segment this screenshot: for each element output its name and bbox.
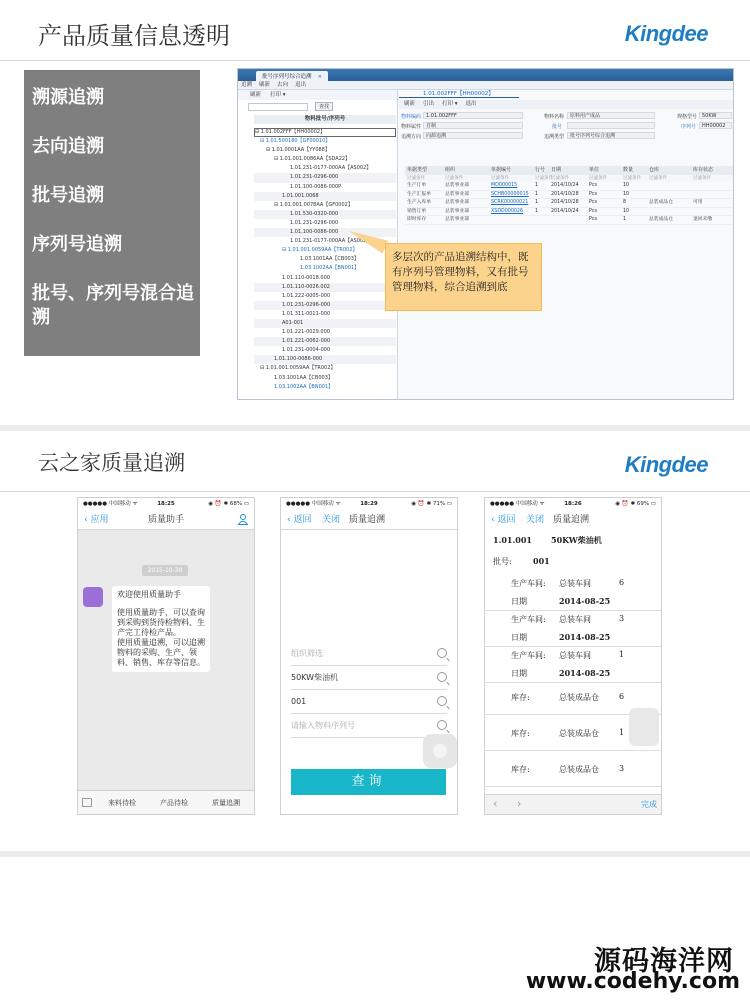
divider [485,750,662,751]
divider [485,682,662,683]
grid-filter-cell[interactable]: 过滤条件 [445,176,463,181]
tab-incoming-inspection[interactable]: 来料待检 [108,799,136,807]
chat-date: 2015-10-30 [142,565,188,576]
grid-cell: 2014/10/28 [551,200,579,205]
slide-cloud-quality-trace [0,431,750,851]
slide-title: 产品质量信息透明 [38,22,230,50]
back-button[interactable]: ‹ 返回 [287,515,312,525]
stock-wh: 总装成品仓 [559,693,599,702]
lot-value: 001 [533,556,550,566]
grid-column-header[interactable]: 数量 [623,167,634,173]
material-name-field[interactable]: 原料用产成品 [567,112,655,119]
tree-node[interactable]: 1.03.1002AA【BN001】 [300,265,360,272]
grid-filter-row[interactable] [405,175,734,182]
record-ws: 总装车间 [559,579,591,588]
welcome-text: 欢迎使用质量助手 [117,590,181,599]
back-button[interactable]: ‹ 应用 [84,515,109,525]
label: 规格型号 [677,114,698,120]
grid-column-header[interactable]: 库存状态 [693,167,714,173]
tree-node[interactable]: 1.01.110-0018.000 [282,274,330,281]
chat-area [78,530,255,792]
label: 物料属性 [401,124,422,130]
phone-trace-result [484,497,662,815]
tree-node[interactable]: 1.01.100-0086-000 [254,355,396,364]
erp-titlebar [238,69,733,81]
record-ws-label: 生产车间: [511,579,546,588]
material-name-input[interactable]: 50KW柴油机 [291,666,447,690]
close-button[interactable]: 关闭 [322,515,341,525]
spec-field[interactable]: 50KW [699,112,732,119]
battery-icon: ◉ ⏰ ✱ 69% ▭ [615,501,656,507]
attr-field[interactable]: 自制 [423,122,523,129]
header-divider [0,491,750,492]
help-text-1: 使用质量助手，可以查询到采购到货待检物料、生产完工待检产品。 [117,608,205,637]
keyboard-toolbar [485,794,662,814]
stock-label: 库存: [511,693,530,702]
search-icon[interactable] [437,648,447,658]
tree-node[interactable]: 1.01.231-0296-000 [290,219,339,226]
grid-cell: 销售订单 [407,208,427,214]
search-icon[interactable] [437,696,447,706]
grid-cell: 可用 [693,200,703,205]
tree-header: 物料批号/序列号 [254,115,396,124]
lot-label: 批号: [493,557,512,566]
grid-filter-cell[interactable]: 过滤条件 [551,176,569,181]
trace-grid [405,166,734,225]
clock: 18:26 [564,501,582,507]
tree-node[interactable]: 1.03.1001AA【CB003】 [300,256,359,263]
trace-type-item: 去向追溯 [32,136,104,157]
grid-cell[interactable]: SCHB00000015 [491,191,529,197]
record-date: 2014-08-25 [559,632,611,642]
search-icon[interactable] [437,672,447,682]
grid-cell: 10 [623,183,630,188]
slide-title: 云之家质量追溯 [38,451,185,475]
grid-cell: 生产汇报单 [407,191,431,197]
grid-cell: 总装事业部 [445,183,469,188]
grid-cell: 2014/10/24 [551,183,579,188]
carrier-text: ●●●●● 中国移动 ᯤ [83,501,138,507]
record-ws: 总装车间 [559,651,591,660]
divider [485,646,662,647]
grid-column-header[interactable]: 仓库 [649,167,660,173]
record-date-label: 日期 [511,633,527,642]
grid-filter-cell[interactable]: 过滤条件 [589,176,607,181]
grid-column-header[interactable]: 行号 [535,167,546,173]
trace-type-item: 批号追溯 [32,185,104,206]
done-button[interactable]: 完成 [641,800,657,809]
tree-node[interactable]: 1.01.231-0004-000 [282,347,331,354]
watermark-url: www.codehy.com [525,969,740,994]
tree-node[interactable]: ⊟ 1.01.001.0086AA【SDA22】 [274,156,351,163]
grid-cell: 总装事业部 [445,217,469,222]
carrier-text: ●●●●● 中国移动 ᯤ [286,501,341,507]
erp-menu [238,81,733,90]
tree-node[interactable]: 1.01.100-0086-000 [254,228,396,237]
record-date-label: 日期 [511,669,527,678]
detail-toolbar [399,100,734,109]
record-date: 2014-08-25 [559,668,611,678]
grid-cell: 2014/10/24 [551,208,579,214]
assistive-touch-icon[interactable] [629,708,659,746]
erp-left-toolbar [238,90,397,100]
assistant-avatar [83,587,103,607]
query-button[interactable]: 查询 [291,769,446,795]
grid-cell: 退回未缴 [693,217,713,222]
search-icon[interactable] [437,720,447,730]
grid-cell: 总装事业部 [445,200,469,205]
clock: 18:25 [157,501,175,507]
grid-cell: 1 [623,217,627,222]
grid-cell: 1 [535,208,539,214]
tree-node[interactable]: 1.01.231-0296-000 [254,173,396,182]
nav-title: 质量追溯 [553,515,590,525]
erp-menu-item[interactable]: 刷新 [259,82,271,88]
chat-bubble [112,586,210,672]
tree-node[interactable]: 1.01.221-0062-000 [254,337,396,346]
divider [485,610,662,611]
grid-column-header[interactable]: 组织 [445,167,456,173]
status-bar [78,498,254,510]
detail-toolbar-button[interactable]: 打印 ▾ [442,101,458,107]
record-date: 2014-08-25 [559,596,611,606]
tree-node[interactable]: 1.01.231-0296-000 [254,301,396,310]
next-arrow-icon[interactable]: › [517,797,522,810]
back-button[interactable]: ‹ 返回 [491,515,516,525]
battery-icon: ◉ ⏰ ✱ 71% ▭ [411,501,452,507]
user-icon[interactable] [238,514,248,525]
type-select[interactable]: 批号序列号综合追溯 [567,132,655,139]
nav-bar [78,510,254,530]
tree-node[interactable]: A01-001 [254,319,396,328]
trace-types-panel [24,70,200,356]
nav-title: 质量追溯 [349,515,386,525]
direction-select[interactable]: 向源追溯 [423,132,523,139]
stock-qty: 3 [619,764,625,773]
grid-header [405,166,734,175]
grid-filter-cell[interactable]: 过滤条件 [535,176,553,181]
tree-node[interactable]: ⊟ 1.01.500180【GF00010】 [260,138,331,145]
tree-node[interactable]: ⊟ 1.01.0001AA【YY088】 [266,147,330,154]
table-row[interactable] [405,191,734,200]
grid-cell: 总装事业部 [445,191,469,197]
record-qty: 6 [619,578,625,587]
stock-label: 库存: [511,729,530,738]
tree-node[interactable]: 1.01.001.0068 [254,192,396,201]
nav-bar [485,510,661,530]
erp-menu-item[interactable]: 去向 [277,82,289,88]
grid-cell: 总装成品仓 [649,200,673,205]
tree-search-button[interactable]: 查找 [315,102,333,111]
grid-cell: 即时库存 [407,217,427,222]
detail-toolbar-button[interactable]: 引出 [423,101,435,107]
assistive-touch-icon[interactable] [423,734,457,768]
stock-wh: 总装成品仓 [559,765,599,774]
trace-type-item: 序列号追溯 [32,234,122,255]
tree-node[interactable]: ⊟ 1.01.001.0059AA【TR002】 [260,365,336,372]
stock-qty: 1 [619,728,625,737]
material-code: 1.01.001 [493,535,532,545]
tree-node[interactable]: 1.01.311-0011-000 [282,310,331,317]
detail-form [399,112,734,144]
serial-field[interactable]: HH00002 [699,122,732,129]
callout-note: 多层次的产品追溯结构中，既有序列号管理物料，又有批号管理物料，综合追溯到底 [385,243,542,311]
grid-column-header[interactable]: 单据编号 [491,167,512,173]
phone-quality-trace-search [280,497,458,815]
kingdee-logo: Kingdee [624,452,708,477]
label: 物料编码 [401,114,422,120]
record-ws: 总装车间 [559,615,591,624]
tree-node[interactable]: 1.01.231-0177-000AA【AS002】 [290,238,372,245]
material-code-field[interactable]: 1.01.002FFF [423,112,523,119]
label: 追溯类型 [544,134,565,140]
tree-node[interactable]: 1.03.1002AA【BN001】 [274,383,334,390]
table-row[interactable] [405,182,734,191]
material-tree [254,128,396,392]
lot-input[interactable]: 001 [291,690,447,714]
label: 物料名称 [544,114,565,120]
grid-cell: 总装事业部 [445,208,469,214]
grid-filter-cell[interactable]: 过滤条件 [649,176,667,181]
tab-product-inspection[interactable]: 产品待检 [160,799,188,807]
grid-cell: 10 [623,191,630,197]
erp-tab[interactable]: 批号序列号综合追溯 × [256,71,328,81]
tree-node[interactable]: 1.01.110-0026.002 [254,283,396,292]
grid-column-header[interactable]: 单据类型 [407,167,428,173]
nav-title: 质量助手 [147,515,184,525]
tree-search-input[interactable] [248,103,308,111]
tree-node[interactable]: 1.01.100-0086-000P [290,183,342,190]
table-row[interactable] [405,199,734,208]
erp-menu-item[interactable]: 追溯 [241,82,253,88]
grid-cell: 总装成品仓 [649,217,673,222]
label: 序列号 [681,124,697,130]
stock-label: 库存: [511,765,530,774]
material-name: 50KW柴油机 [551,535,602,545]
tree-node[interactable]: 1.01.222-0005-000 [282,292,331,299]
prev-arrow-icon[interactable]: ‹ [493,797,498,810]
grid-column-header[interactable]: 日期 [551,167,562,173]
org-filter-input[interactable]: 组织筛选 [291,642,447,666]
lot-field[interactable] [567,122,655,129]
header-divider [0,60,750,61]
phone-quality-assistant [77,497,255,815]
clock: 18:29 [360,501,378,507]
grid-cell: 2014/10/28 [551,191,579,197]
grid-cell: Pcs [589,183,598,188]
tree-node[interactable]: 1.01.231-0177-000AA【AS002】 [290,165,372,172]
help-text-2: 使用质量追溯，可以追溯物料的采购、生产、领料、销售、库存等信息。 [117,638,205,667]
tab-bar [78,790,255,814]
record-qty: 1 [619,650,625,659]
close-icon[interactable]: × [317,74,323,80]
grid-cell: 生产入库单 [407,200,431,205]
status-bar [281,498,457,510]
erp-toolbar-button[interactable]: 刷新 [250,92,262,98]
grid-cell: Pcs [589,208,598,214]
stock-qty: 6 [619,692,625,701]
grid-filter-cell[interactable]: 过滤条件 [693,176,711,181]
tree-node[interactable]: 1.03.1001AA【CB003】 [274,374,333,381]
tree-node[interactable]: ⊟ 1.01.001.0078AA【GF0002】 [274,201,353,208]
keyboard-icon[interactable] [82,798,92,807]
grid-cell: 8 [623,200,627,205]
grid-cell: 1 [535,183,539,188]
watermark-title: 源码海洋网 [594,946,734,977]
record-qty: 3 [619,614,625,623]
slide-header [0,8,750,58]
tree-node[interactable]: 1.01.221-0029.000 [282,329,330,336]
erp-screenshot [237,68,734,400]
grid-cell: Pcs [589,200,598,205]
nav-bar [281,510,457,530]
grid-body [405,182,734,225]
kingdee-logo: Kingdee [624,21,708,46]
trace-type-item: 批号、序列号混合追溯 [32,283,194,328]
tab-quality-trace[interactable]: 质量追溯 [212,799,240,807]
detail-title: 1.01.002FFF【HH00002】 [399,90,519,98]
record-ws-label: 生产车间: [511,651,546,660]
carrier-text: ●●●●● 中国移动 ᯤ [490,501,545,507]
grid-cell[interactable]: XSDD000026 [491,208,524,214]
divider [485,786,662,787]
grid-cell: Pcs [589,191,598,197]
grid-column-header[interactable]: 单位 [589,167,600,173]
grid-cell: 1 [535,191,539,197]
status-bar [485,498,661,510]
detail-toolbar-button[interactable]: 退出 [465,101,477,107]
record-ws-label: 生产车间: [511,615,546,624]
grid-cell: 1 [535,200,539,205]
grid-cell: 生产订单 [407,183,427,188]
grid-cell[interactable]: SCRK00000021 [491,200,529,205]
battery-icon: ◉ ⏰ ✱ 68% ▭ [208,501,249,507]
detail-toolbar-button[interactable]: 刷新 [404,101,416,107]
grid-cell[interactable]: MO000015 [491,183,518,188]
grid-filter-cell[interactable]: 过滤条件 [407,176,425,181]
erp-menu-item[interactable]: 退出 [295,82,307,88]
serial-input[interactable]: 请输入物料序列号 [291,714,447,738]
label: 追溯方向 [401,134,422,140]
tree-node[interactable]: ⊟ 1.01.002FFF【HH00002】 [254,128,396,137]
table-row[interactable] [405,216,734,225]
grid-filter-cell[interactable]: 过滤条件 [623,176,641,181]
trace-type-item: 溯源追溯 [32,87,104,108]
stock-wh: 总装成品仓 [559,729,599,738]
close-button[interactable]: 关闭 [526,515,545,525]
erp-toolbar-button[interactable]: 打印 ▾ [270,92,286,98]
grid-filter-cell[interactable]: 过滤条件 [491,176,509,181]
slide-header [0,439,750,489]
grid-cell: Pcs [589,217,598,222]
record-date-label: 日期 [511,597,527,606]
table-row[interactable] [405,208,734,217]
slide-product-quality [0,0,750,425]
tree-node[interactable]: ⊟ 1.01.001.0059AA【TR002】 [282,247,358,254]
label: 批号 [552,124,563,130]
tree-node[interactable]: 1.01.530-0320-000 [254,210,396,219]
grid-cell: 10 [623,208,630,214]
